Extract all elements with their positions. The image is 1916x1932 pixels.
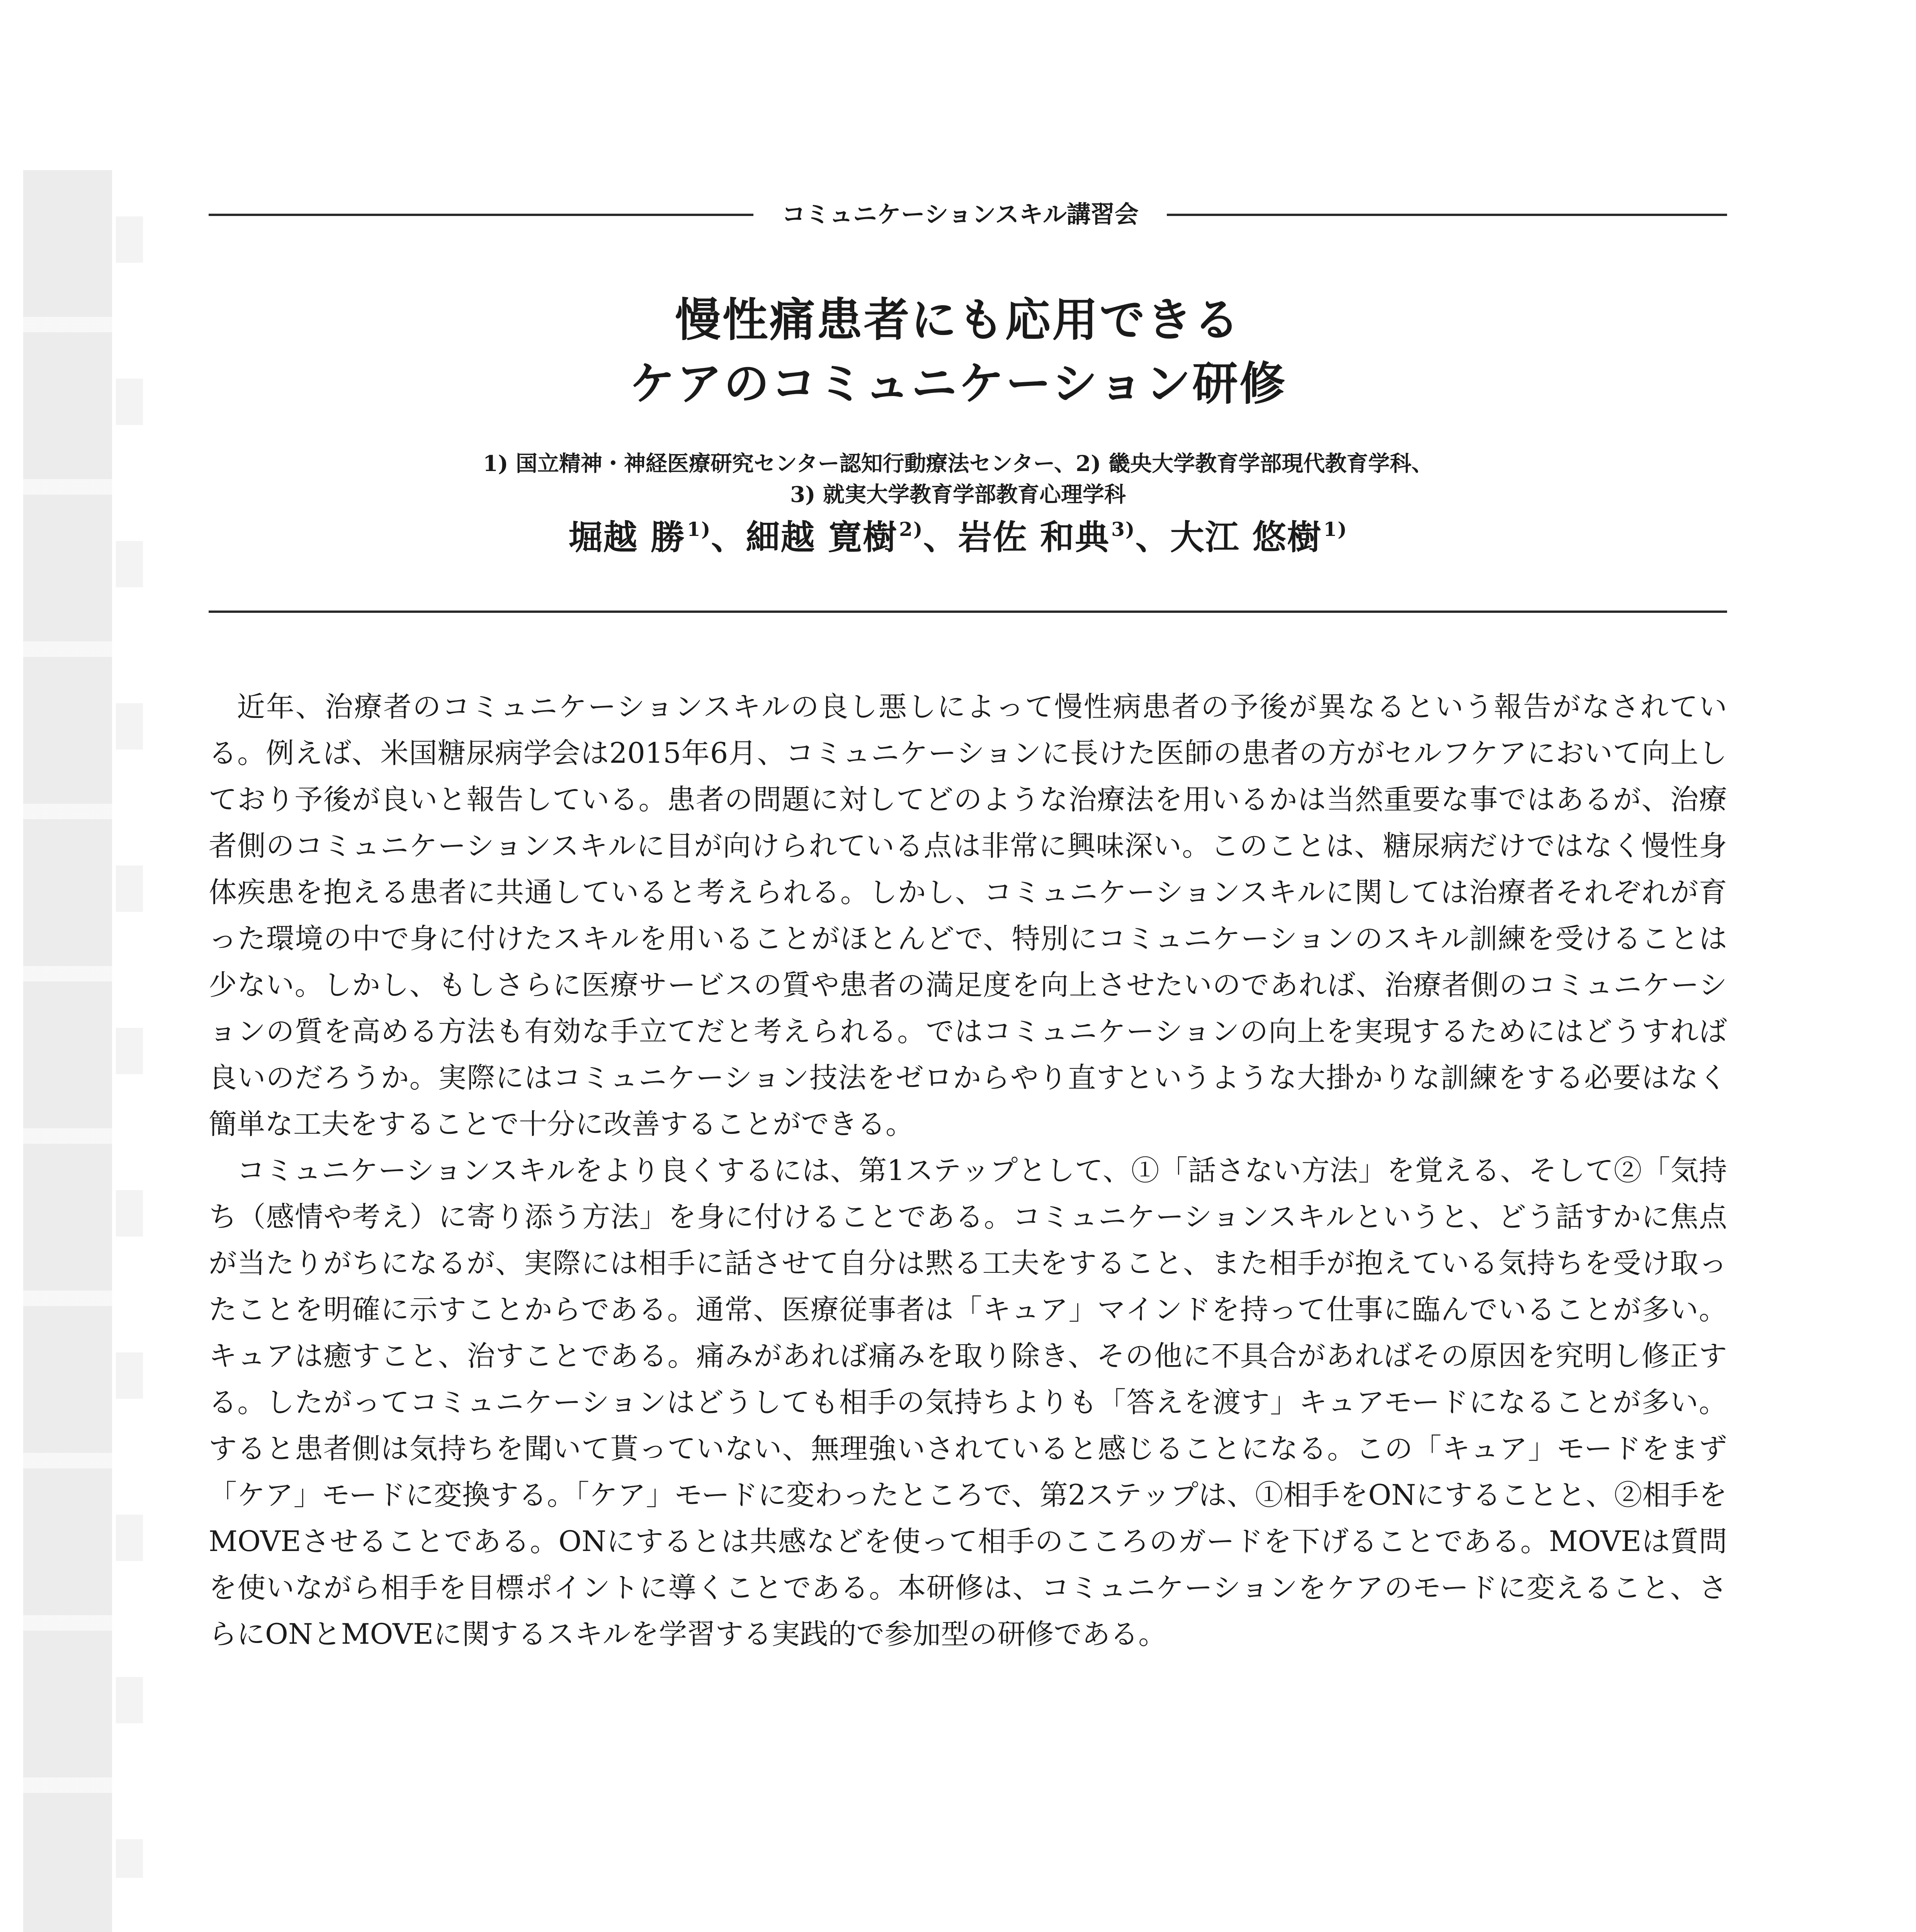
author xyxy=(958,517,1170,557)
article-title xyxy=(155,288,1761,415)
author-name: 細越 寛樹 xyxy=(746,517,898,557)
author-list xyxy=(155,512,1761,562)
affiliation-mark: 1) xyxy=(1323,518,1348,541)
article-title-line-1: 慢性痛患者にも応用できる xyxy=(675,293,1241,347)
margin-bleed-through-inner xyxy=(116,216,143,1878)
title-divider xyxy=(209,611,1727,613)
affiliation-mark: 3) xyxy=(1111,518,1136,541)
affiliation-line-2: 3) 就実大学教育学部教育心理学科 xyxy=(790,482,1126,507)
author-name: 岩佐 和典 xyxy=(958,517,1110,557)
header-rule-right xyxy=(1167,214,1727,216)
article-title-line-2: ケアのコミュニケーション研修 xyxy=(629,357,1287,410)
author-separator: 、 xyxy=(923,517,958,557)
author xyxy=(1170,517,1348,557)
affiliations xyxy=(155,448,1761,510)
author-separator: 、 xyxy=(711,517,746,557)
author-separator: 、 xyxy=(1135,517,1170,557)
affiliation-mark: 2) xyxy=(899,518,923,541)
affiliation-line-1: 1) 国立精神・神経医療研究センター認知行動療法センター、2) 畿央大学教育学部現代教育学科、 xyxy=(483,451,1433,476)
author-name: 堀越 勝 xyxy=(568,517,685,557)
author xyxy=(568,517,746,557)
header-rule-left xyxy=(209,214,753,216)
body-paragraph-2: コミュニケーションスキルをより良くするには、第1ステップとして、①「話さない方法」を覚える、そして②「気持ち（感情や考え）に寄り添う方法」を身に付けることである。コミュニケーションスキルというと、どう話すかに焦点が当たりがちになるが、実際には相手に話させて自分は黙る工夫をすること、また相手が抱えている気持ちを受け取ったことを明確に示すことからである。通常、医療従事者は「キュア」マインドを持って仕事に臨んでいることが多い。キュアは癒すこと、治すことである。痛みがあれば痛みを取り除き、その他に不具合があればその原因を究明し修正する。したがってコミュニケーションはどうしても相手の気持ちよりも「答えを渡す」キュアモードになることが多い。すると患者側は気持ちを聞いて貰っていない、無理強いされていると感じることになる。この「キュア」モードをまず「ケア」モードに変換する。「ケア」モードに変わったところで、第2ステップは、①相手をONにすることと、②相手をMOVEさせることである。ONにするとは共感などを使って相手のこころのガードを下げることである。MOVEは質問を使いながら相手を目標ポイントに導くことである。本研修は、コミュニケーションをケアのモードに変えること、さらにONとMOVEに関するスキルを学習する実践的で参加型の研修である。 xyxy=(209,1154,1727,1651)
margin-bleed-through xyxy=(23,170,112,1932)
body-paragraph-1: 近年、治療者のコミュニケーションスキルの良し悪しによって慢性病患者の予後が異なるという報告がなされている。例えば、米国糖尿病学会は2015年6月、コミュニケーションに長けた医師の患者の方がセルフケアにおいて向上しており予後が良いと報告している。患者の問題に対してどのような治療法を用いるかは当然重要な事ではあるが、治療者側のコミュニケーションスキルに目が向けられている点は非常に興味深い。このことは、糖尿病だけではなく慢性身体疾患を抱える患者に共通していると考えられる。しかし、コミュニケーションスキルに関しては治療者それぞれが育った環境の中で身に付けたスキルを用いることがほとんどで、特別にコミュニケーションのスキル訓練を受けることは少ない。しかし、もしさらに医療サービスの質や患者の満足度を向上させたいのであれば、治療者側のコミュニケーションの質を高める方法も有効な手立てだと考えられる。ではコミュニケーションの向上を実現するためにはどうすれば良いのだろうか。実際にはコミュニケーション技法をゼロからやり直すというような大掛かりな訓練をする必要はなく簡単な工夫をすることで十分に改善することができる。 xyxy=(209,690,1727,1141)
affiliation-mark: 1) xyxy=(687,518,711,541)
author xyxy=(746,517,958,557)
running-header: コミュニケーションスキル講習会 xyxy=(782,200,1139,228)
article-body xyxy=(209,684,1727,1658)
author-name: 大江 悠樹 xyxy=(1170,517,1322,557)
